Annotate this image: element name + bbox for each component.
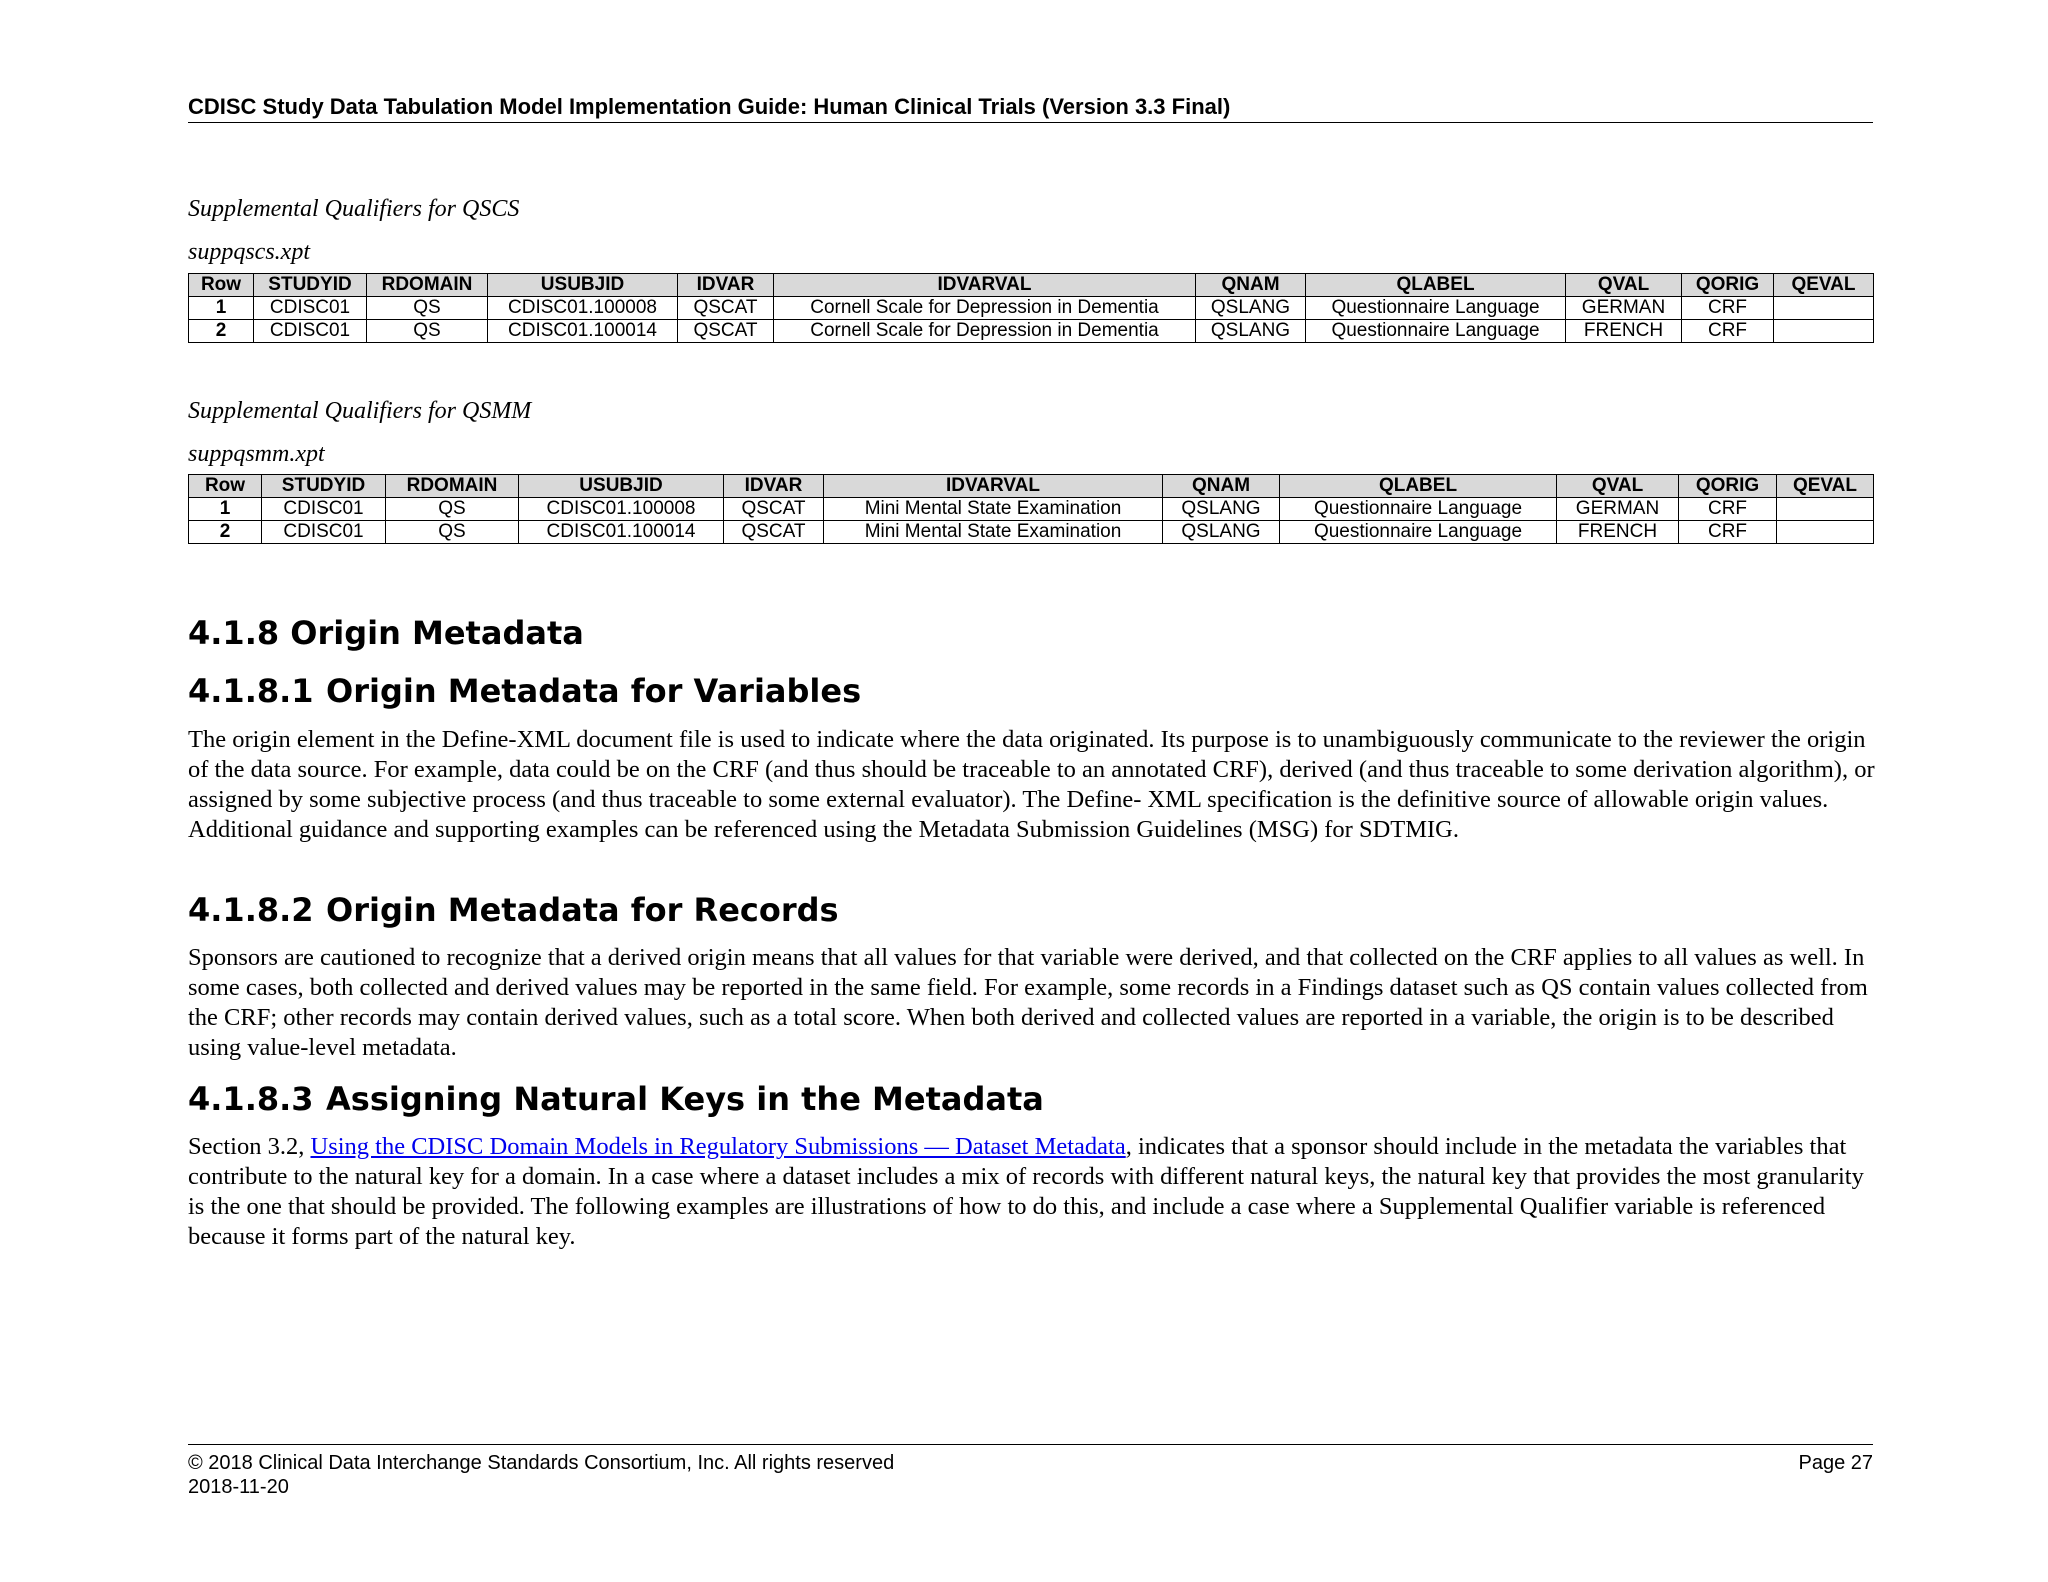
table-cell: CDISC01 xyxy=(262,521,386,544)
table-row xyxy=(189,297,1874,320)
table-cell: Mini Mental State Examination xyxy=(824,521,1163,544)
column-header: QORIG xyxy=(1682,274,1774,297)
table-cell: CRF xyxy=(1679,498,1777,521)
table-cell: CDISC01.100014 xyxy=(488,320,678,343)
column-header: USUBJID xyxy=(519,475,724,498)
column-header: QLABEL xyxy=(1306,274,1566,297)
table-cell: GERMAN xyxy=(1566,297,1682,320)
paragraph-text: Section 3.2, xyxy=(188,1133,311,1160)
table-cell: QSLANG xyxy=(1163,498,1280,521)
table-cell: QSLANG xyxy=(1196,297,1306,320)
table-caption-qsmm: Supplemental Qualifiers for QSMM xyxy=(188,398,532,424)
table-cell: Questionnaire Language xyxy=(1306,297,1566,320)
table-cell: CDISC01 xyxy=(254,297,367,320)
paragraph-text: , indicates that a sponsor should include in the metadata the variables that contribute to the natural key for a domain. In a case where a dataset includes a mix of records with different natural keys, the natural key that provides the most granularity is the one that should be provided. The following examples are illustrations of how to do this, and include a case where a Supplemental Qualifier variable is referenced because it forms part of the natural key. xyxy=(188,1133,1864,1250)
table-cell xyxy=(1774,320,1874,343)
table-cell: GERMAN xyxy=(1557,498,1679,521)
table-cell: 1 xyxy=(189,498,262,521)
table-cell: 1 xyxy=(189,297,254,320)
column-header: STUDYID xyxy=(262,475,386,498)
table-cell: FRENCH xyxy=(1566,320,1682,343)
section-heading-4-1-8-1 xyxy=(188,672,861,710)
table-cell: FRENCH xyxy=(1557,521,1679,544)
suppqscs-table xyxy=(188,273,1874,343)
paragraph-origin-variables: The origin element in the Define-XML document file is used to indicate where the data originated. Its purpose is to unambiguously communicate to the reviewer the origin of the data source. For example, data could be on the CRF (and thus should be traceable to an annotated CRF), derived (and thus traceable to some derivation algorithm), or assigned by some subjective process (and thus traceable to some external evaluator). The Define- XML specification is the definitive source of allowable origin values. Additional guidance and supporting examples can be referenced using the Metadata Submission Guidelines (MSG) for SDTMIG. xyxy=(188,726,1875,843)
column-header: STUDYID xyxy=(254,274,367,297)
table-cell: QS xyxy=(367,320,488,343)
table-cell: QS xyxy=(386,498,519,521)
column-header: QORIG xyxy=(1679,475,1777,498)
table-cell: QSLANG xyxy=(1196,320,1306,343)
table-header-row xyxy=(189,274,1874,297)
table-row xyxy=(189,320,1874,343)
table-row xyxy=(189,521,1874,544)
table-filename-qsmm: suppqsmm.xpt xyxy=(188,441,325,467)
column-header: RDOMAIN xyxy=(386,475,519,498)
table-cell: QSCAT xyxy=(678,297,774,320)
document-date: 2018-11-20 xyxy=(188,1476,289,1498)
table-cell: 2 xyxy=(189,320,254,343)
table-cell: QSCAT xyxy=(724,521,824,544)
document-header: CDISC Study Data Tabulation Model Implementation Guide: Human Clinical Trials (Version 3.3 Final) xyxy=(188,94,1873,123)
table-cell: Questionnaire Language xyxy=(1306,320,1566,343)
column-header: QLABEL xyxy=(1280,475,1557,498)
paragraph-origin-records: Sponsors are cautioned to recognize that a derived origin means that all values for that variable were derived, and that collected on the CRF applies to all values as well. In some cases, both collected and derived values may be reported in the same field. For example, some records in a Findings dataset such as QS contain values collected from the CRF; other records may contain derived values, such as a total score. When both derived and collected values are reported in a variable, the origin is to be described using value-level metadata. xyxy=(188,944,1868,1061)
section-title: Origin Metadata for Records xyxy=(326,891,839,929)
column-header: QVAL xyxy=(1566,274,1682,297)
section-number: 4.1.8.3 xyxy=(188,1080,314,1118)
table-cell: QS xyxy=(367,297,488,320)
document-footer xyxy=(188,1444,1873,1499)
section-number: 4.1.8.1 xyxy=(188,672,314,710)
table-cell: Questionnaire Language xyxy=(1280,498,1557,521)
paragraph-natural-keys xyxy=(188,1132,1878,1252)
column-header: QVAL xyxy=(1557,475,1679,498)
section-heading-4-1-8-2 xyxy=(188,891,839,929)
table-cell: 2 xyxy=(189,521,262,544)
table-cell: CRF xyxy=(1682,320,1774,343)
table-cell: CDISC01.100008 xyxy=(488,297,678,320)
table-cell: CRF xyxy=(1682,297,1774,320)
table-cell: CDISC01.100008 xyxy=(519,498,724,521)
column-header: RDOMAIN xyxy=(367,274,488,297)
table-cell: CDISC01 xyxy=(254,320,367,343)
table-cell: Cornell Scale for Depression in Dementia xyxy=(774,297,1196,320)
table-cell xyxy=(1774,297,1874,320)
column-header: Row xyxy=(189,475,262,498)
table-header-row xyxy=(189,475,1874,498)
table-cell: QSCAT xyxy=(678,320,774,343)
table-cell: CDISC01 xyxy=(262,498,386,521)
table-filename-qscs: suppqscs.xpt xyxy=(188,239,310,265)
table-cell: QSCAT xyxy=(724,498,824,521)
column-header: IDVAR xyxy=(724,475,824,498)
section-title: Assigning Natural Keys in the Metadata xyxy=(326,1080,1044,1118)
table-cell: QS xyxy=(386,521,519,544)
table-cell: QSLANG xyxy=(1163,521,1280,544)
table-cell: CRF xyxy=(1679,521,1777,544)
section-heading-4-1-8: 4.1.8 Origin Metadata xyxy=(188,614,584,652)
table-caption-qscs: Supplemental Qualifiers for QSCS xyxy=(188,196,520,222)
table-row xyxy=(189,498,1874,521)
section-title: Origin Metadata for Variables xyxy=(326,672,862,710)
table-cell xyxy=(1777,498,1874,521)
section-heading-4-1-8-3 xyxy=(188,1080,1044,1118)
section-3-2-link[interactable]: Using the CDISC Domain Models in Regulatory Submissions — Dataset Metadata xyxy=(310,1133,1126,1160)
column-header: IDVARVAL xyxy=(774,274,1196,297)
column-header: Row xyxy=(189,274,254,297)
page-number: Page 27 xyxy=(1798,1452,1873,1474)
table-cell: Cornell Scale for Depression in Dementia xyxy=(774,320,1196,343)
column-header: QEVAL xyxy=(1777,475,1874,498)
column-header: USUBJID xyxy=(488,274,678,297)
table-cell: CDISC01.100014 xyxy=(519,521,724,544)
copyright-text: © 2018 Clinical Data Interchange Standards Consortium, Inc. All rights reserved xyxy=(188,1452,895,1474)
table-cell: Questionnaire Language xyxy=(1280,521,1557,544)
column-header: QEVAL xyxy=(1774,274,1874,297)
column-header: IDVAR xyxy=(678,274,774,297)
column-header: QNAM xyxy=(1196,274,1306,297)
column-header: IDVARVAL xyxy=(824,475,1163,498)
section-number: 4.1.8.2 xyxy=(188,891,314,929)
column-header: QNAM xyxy=(1163,475,1280,498)
suppqsmm-table xyxy=(188,474,1874,544)
table-cell xyxy=(1777,521,1874,544)
table-cell: Mini Mental State Examination xyxy=(824,498,1163,521)
